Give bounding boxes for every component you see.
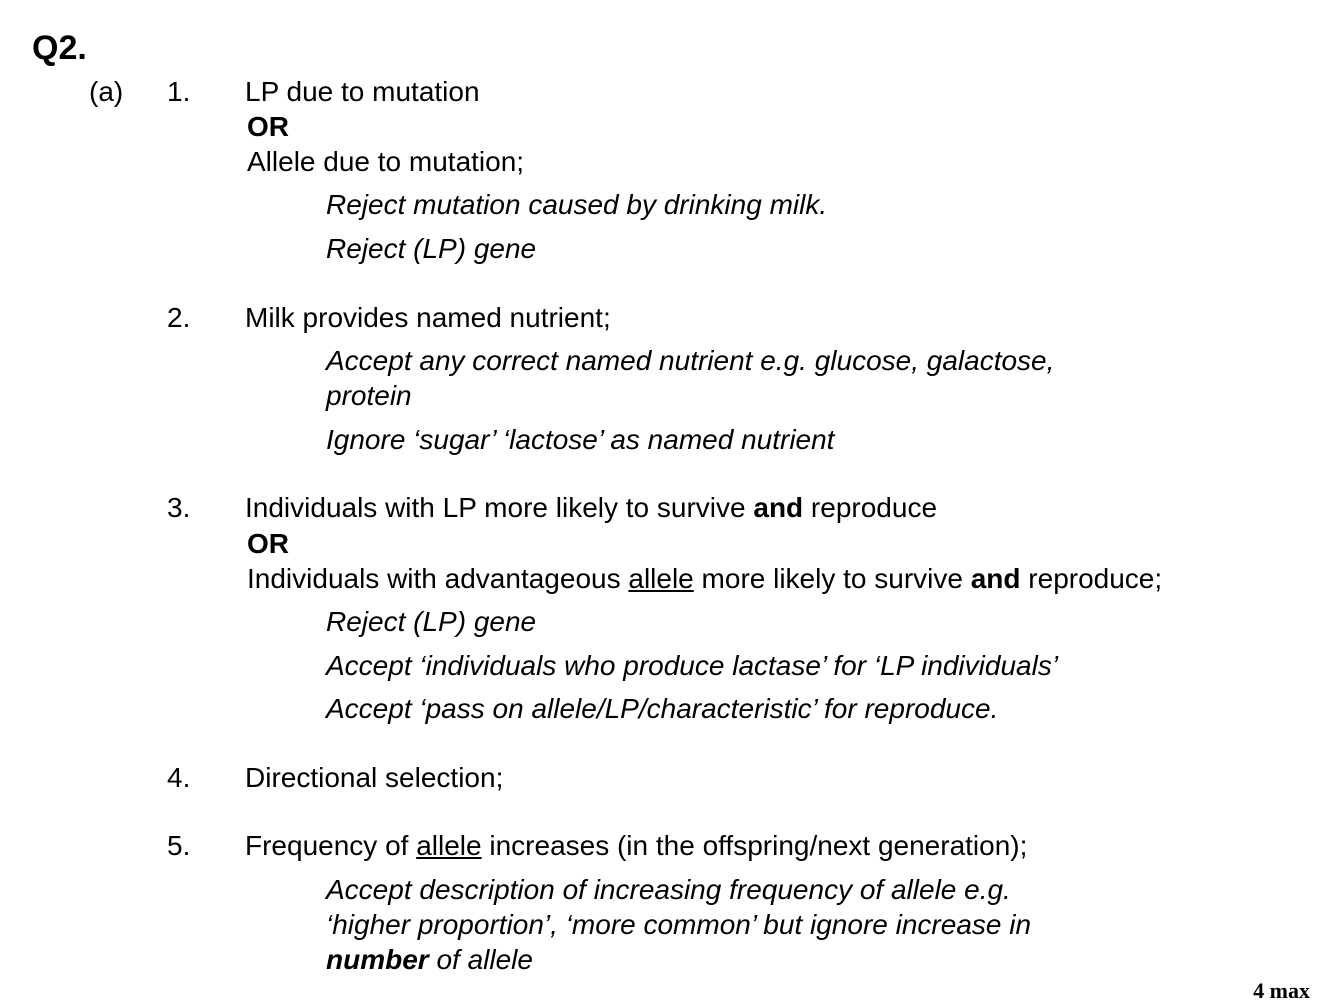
point-3-number: 3. [167, 492, 191, 523]
point-3-text: Individuals with LP more likely to survive and reproduce [245, 492, 938, 523]
marks-total: 4 max [1253, 978, 1310, 1003]
point-5-note: Accept description of increasing frequency of allele e.g. [326, 874, 1011, 905]
point-1-number: 1. [167, 76, 191, 107]
point-2-text: Milk provides named nutrient; [245, 302, 611, 333]
point-1-note: Reject mutation caused by drinking milk. [326, 189, 828, 220]
point-5-number: 5. [167, 830, 191, 861]
point-3-note: Reject (LP) gene [326, 606, 537, 637]
point-4-text: Directional selection; [245, 762, 504, 793]
point-1-alt-text: Allele due to mutation; [247, 146, 525, 177]
point-5-note: number of allele [326, 944, 533, 975]
part-label: (a) [89, 76, 124, 107]
point-1-or: OR [247, 111, 289, 142]
point-3-note: Accept ‘pass on allele/LP/characteristic’ for reproduce. [326, 693, 999, 724]
point-2-note: Accept any correct named nutrient e.g. glucose, galactose, [326, 345, 1055, 376]
point-2-note: protein [326, 380, 412, 411]
point-2-note: Ignore ‘sugar’ ‘lactose’ as named nutrient [326, 424, 835, 455]
point-1-text: LP due to mutation [245, 76, 480, 107]
point-3-or: OR [247, 528, 289, 559]
point-3-note: Accept ‘individuals who produce lactase’ for ‘LP individuals’ [326, 650, 1059, 681]
point-5-note: ‘higher proportion’, ‘more common’ but ignore increase in [326, 909, 1032, 940]
point-1-note: Reject (LP) gene [326, 233, 537, 264]
point-2-number: 2. [167, 302, 191, 333]
point-4-number: 4. [167, 762, 191, 793]
question-title: Q2. [32, 29, 87, 67]
point-5-text: Frequency of allele increases (in the offspring/next generation); [245, 830, 1028, 861]
point-3-alt-text: Individuals with advantageous allele more likely to survive and reproduce; [247, 563, 1163, 594]
